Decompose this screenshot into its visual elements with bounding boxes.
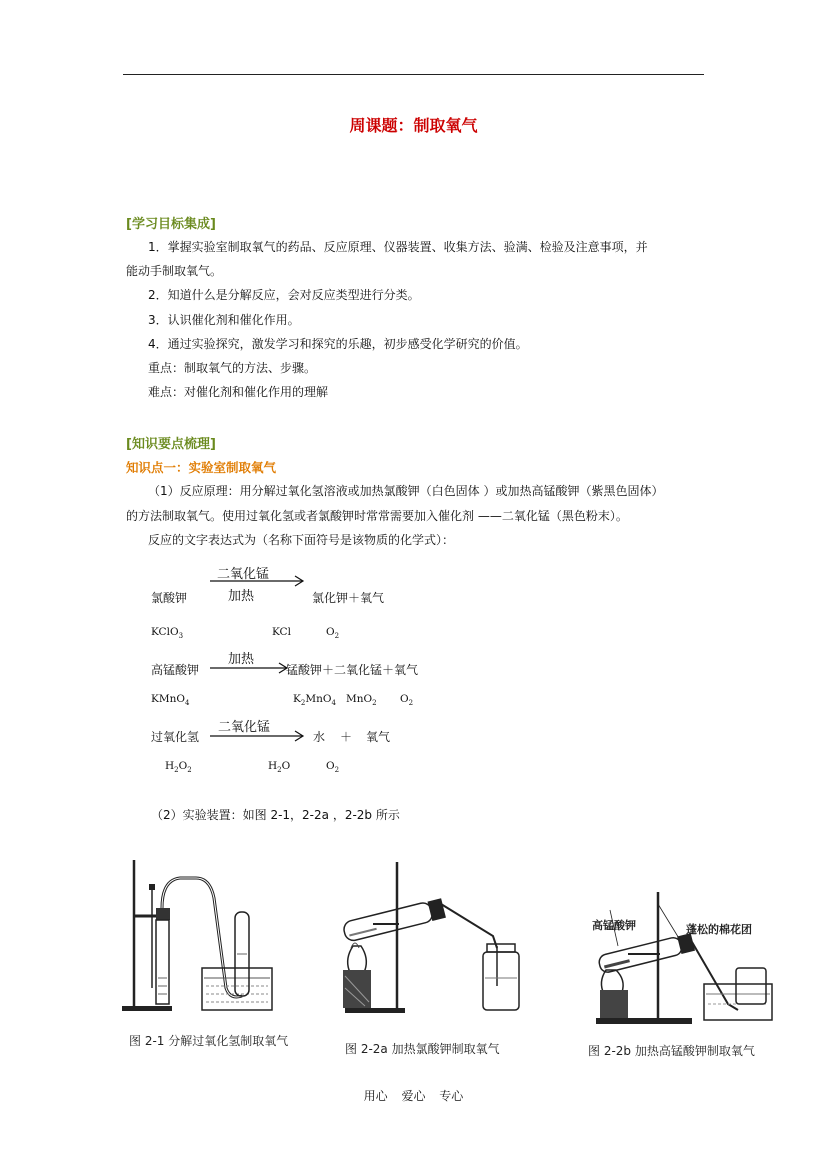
reaction3-arrow [210,730,306,742]
reaction2-formula-reactant: KMnO$_4$ [151,693,190,708]
reaction2-formula-product1: $K_2MnO_4$ [293,693,336,708]
reaction2-arrow [210,662,290,674]
principle-line-1: （1）反应原理：用分解过氧化氢溶液或加热氯酸钾（白色固体 ）或加热高锰酸钾（紫黑色固体） [148,484,664,498]
goal-item-1: 1．掌握实验室制取氧气的药品、反应原理、仪器装置、收集方法、验满、检验及注意事项，并 [148,240,648,254]
reaction2-reactant: 高锰酸钾 [151,663,200,677]
reaction1-catalyst: 二氧化锰 [217,567,270,582]
reaction1-products: 氯化钾＋氧气 [312,591,385,605]
goal-item-1-cont: 能动手制取氧气。 [126,264,223,278]
reaction1-formula-reactant: KClO$_3$ [151,626,184,641]
goal-item-4: 4．通过实验探究，激发学习和探究的乐趣，初步感受化学研究的价值。 [148,337,528,351]
figure-2-2b-caption: 图 2-2b 加热高锰酸钾制取氧气 [588,1044,755,1058]
principle-line-2: 的方法制取氧气。使用过氧化氢或者氯酸钾时常常需要加入催化剂 ——二氧化锰（黑色粉末）。 [126,509,628,523]
reaction1-reactant: 氯酸钾 [151,591,188,605]
figure-2-2b-label-cotton: 蓬松的棉花团 [686,923,752,936]
figure-2-2a-potassium-chlorate-apparatus [335,858,535,1037]
reaction1-formula-product1: KCl [272,626,291,638]
figure-2-2a-caption: 图 2-2a 加热氯酸钾制取氧气 [345,1042,500,1056]
figure-2-2b-label-permanganate: 高锰酸钾 [592,919,636,932]
reaction1-formula-product2: $O_2$ [326,626,340,641]
equation-intro: 反应的文字表达式为（名称下面符号是该物质的化学式）： [148,533,455,547]
knowledge-point-1: 知识点一：实验室制取氧气 [126,460,277,475]
reaction3-formula-product1: $H_2O$ [268,760,291,775]
reaction2-formula-product3: $O_2$ [400,693,414,708]
reaction2-products: 锰酸钾＋二氧化锰＋氧气 [286,663,419,677]
figure-2-1-hydrogen-peroxide-apparatus [118,858,293,1032]
key-point: 重点：制取氧气的方法、步骤。 [148,361,317,375]
goal-item-3: 3．认识催化剂和催化作用。 [148,313,300,327]
page-footer: 用心 爱心 专心 [363,1089,464,1103]
reaction1-arrow [210,575,306,587]
reaction2-formula-product2: MnO$_2$ [346,693,377,708]
header-rule [123,74,704,75]
reaction3-product2: 氧气 [366,730,391,744]
reaction3-formula-reactant: $H_2O_2$ [165,760,192,775]
difficult-point: 难点：对催化剂和催化作用的理解 [148,385,329,399]
figure-2-1-caption: 图 2-1 分解过氧化氢制取氧气 [129,1034,289,1048]
reaction3-plus: ＋ [340,730,353,744]
apparatus-intro: （2）实验装置：如图 2-1，2-2a ，2-2b 所示 [151,808,400,822]
reaction3-reactant: 过氧化氢 [151,730,200,744]
reaction3-product1: 水 [313,730,326,744]
reaction3-catalyst: 二氧化锰 [218,720,271,735]
figure-2-2b-potassium-permanganate-apparatus [588,890,778,1034]
section-heading-goals: [学习目标集成] [126,217,216,232]
reaction3-formula-product2: $O_2$ [326,760,340,775]
reaction1-condition: 加热 [228,589,255,604]
page-title: 周课题：制取氧气 [349,116,478,135]
section-heading-knowledge: [知识要点梳理] [126,437,216,452]
reaction2-condition: 加热 [228,652,255,667]
goal-item-2: 2．知道什么是分解反应，会对反应类型进行分类。 [148,288,420,302]
